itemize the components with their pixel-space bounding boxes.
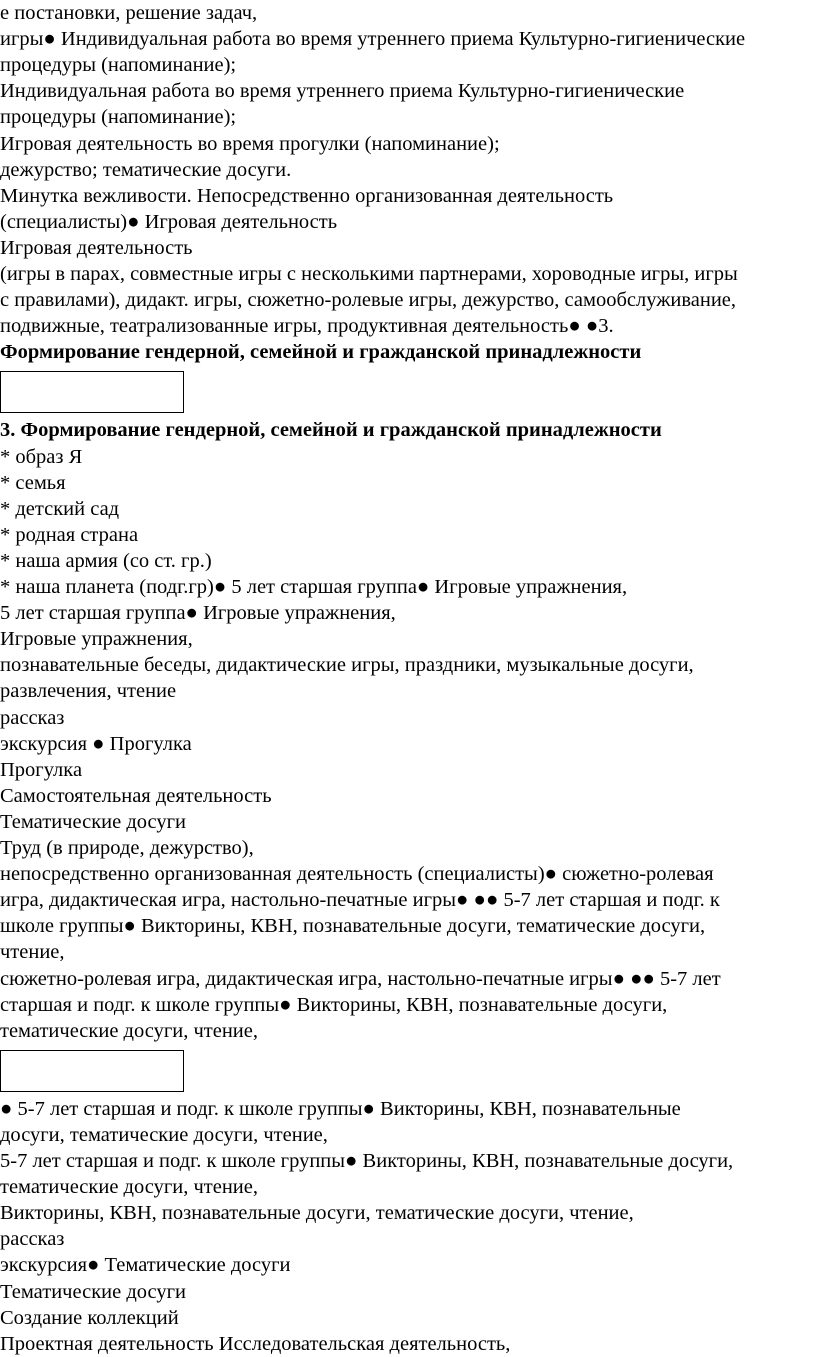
text-line: процедуры (напоминание); — [0, 106, 237, 129]
text-line: (специалисты)● Игровая деятельность — [0, 210, 338, 233]
section-heading-line: 3. Формирование гендерной, семейной и гражданской принадлежности — [0, 419, 662, 442]
text-line: ● 5-7 лет старшая и подг. к школе группы● Викторины, КВН, познавательные — [0, 1097, 681, 1120]
text-line: непосредственно организованная деятельность (специалисты)● сюжетно-ролевая — [0, 863, 714, 886]
text-line: экскурсия● Тематические досуги — [0, 1254, 291, 1277]
text-line: подвижные, театрализованные игры, продуктивная деятельность● ●3. — [0, 315, 614, 338]
text-line: 5 лет старшая группа● Игровые упражнения, — [0, 602, 396, 625]
text-line: е постановки, решение задач, — [0, 2, 258, 24]
text-line: чтение, — [0, 941, 65, 964]
text-line: экскурсия ● Прогулка — [0, 732, 192, 755]
text-line: сюжетно-ролевая игра, дидактическая игра, настольно-печатные игры● ●● 5-7 лет — [0, 967, 721, 990]
text-line: познавательные беседы, дидактические игры, праздники, музыкальные досуги, — [0, 654, 694, 677]
text-line: Минутка вежливости. Непосредственно организованная деятельность — [0, 184, 614, 207]
section-heading-line: Формирование гендерной, семейной и гражданской принадлежности — [0, 341, 642, 364]
text-line: * детский сад — [0, 497, 120, 520]
text-line: тематические досуги, чтение, — [0, 1019, 258, 1042]
text-line: * родная страна — [0, 523, 139, 546]
text-line: * образ Я — [0, 445, 83, 468]
text-line: Тематические досуги — [0, 810, 186, 833]
text-line: досуги, тематические досуги, чтение, — [0, 1123, 328, 1146]
text-line: Самостоятельная деятельность — [0, 784, 272, 807]
text-line: * наша планета (подг.гр)● 5 лет старшая группа● Игровые упражнения, — [0, 576, 628, 598]
text-line: * наша армия (со ст. гр.) — [0, 549, 212, 572]
text-line: дежурство; тематические досуги. — [0, 158, 292, 181]
text-line: школе группы● Викторины, КВН, познавательные досуги, тематические досуги, — [0, 915, 706, 938]
text-line: игры● Индивидуальная работа во время утреннего приема Культурно-гигиенические — [0, 28, 746, 51]
empty-frame-box — [0, 1050, 184, 1092]
text-line: Создание коллекций — [0, 1306, 179, 1329]
text-line: развлечения, чтение — [0, 680, 177, 703]
text-line: Игровая деятельность во время прогулки (напоминание); — [0, 132, 500, 155]
text-line: Викторины, КВН, познавательные досуги, тематические досуги, чтение, — [0, 1202, 634, 1225]
text-line: процедуры (напоминание); — [0, 54, 237, 77]
text-line: * семья — [0, 471, 66, 494]
text-line: Проектная деятельность Исследовательская деятельность, — [0, 1332, 511, 1355]
text-line: игра, дидактическая игра, настольно-печатные игры● ●● 5-7 лет старшая и подг. к — [0, 889, 720, 912]
text-line: рассказ — [0, 1228, 65, 1251]
text-line: с правилами), дидакт. игры, сюжетно-ролевые игры, дежурство, самообслуживание, — [0, 289, 737, 312]
text-line: Труд (в природе, дежурство), — [0, 837, 254, 859]
text-line: (игры в парах, совместные игры с несколькими партнерами, хороводные игры, игры — [0, 263, 738, 285]
text-line: 5-7 лет старшая и подг. к школе группы● Викторины, КВН, познавательные досуги, — [0, 1150, 734, 1172]
text-line: тематические досуги, чтение, — [0, 1176, 258, 1199]
text-line: рассказ — [0, 706, 65, 729]
empty-frame-box — [0, 371, 184, 413]
text-line: Индивидуальная работа во время утреннего приема Культурно-гигиенические — [0, 80, 685, 103]
text-line: Игровая деятельность — [0, 236, 193, 259]
text-line: старшая и подг. к школе группы● Викторины, КВН, познавательные досуги, — [0, 993, 668, 1016]
text-line: Игровые упражнения, — [0, 628, 193, 651]
text-line: Прогулка — [0, 758, 83, 781]
text-line: Тематические досуги — [0, 1280, 186, 1303]
